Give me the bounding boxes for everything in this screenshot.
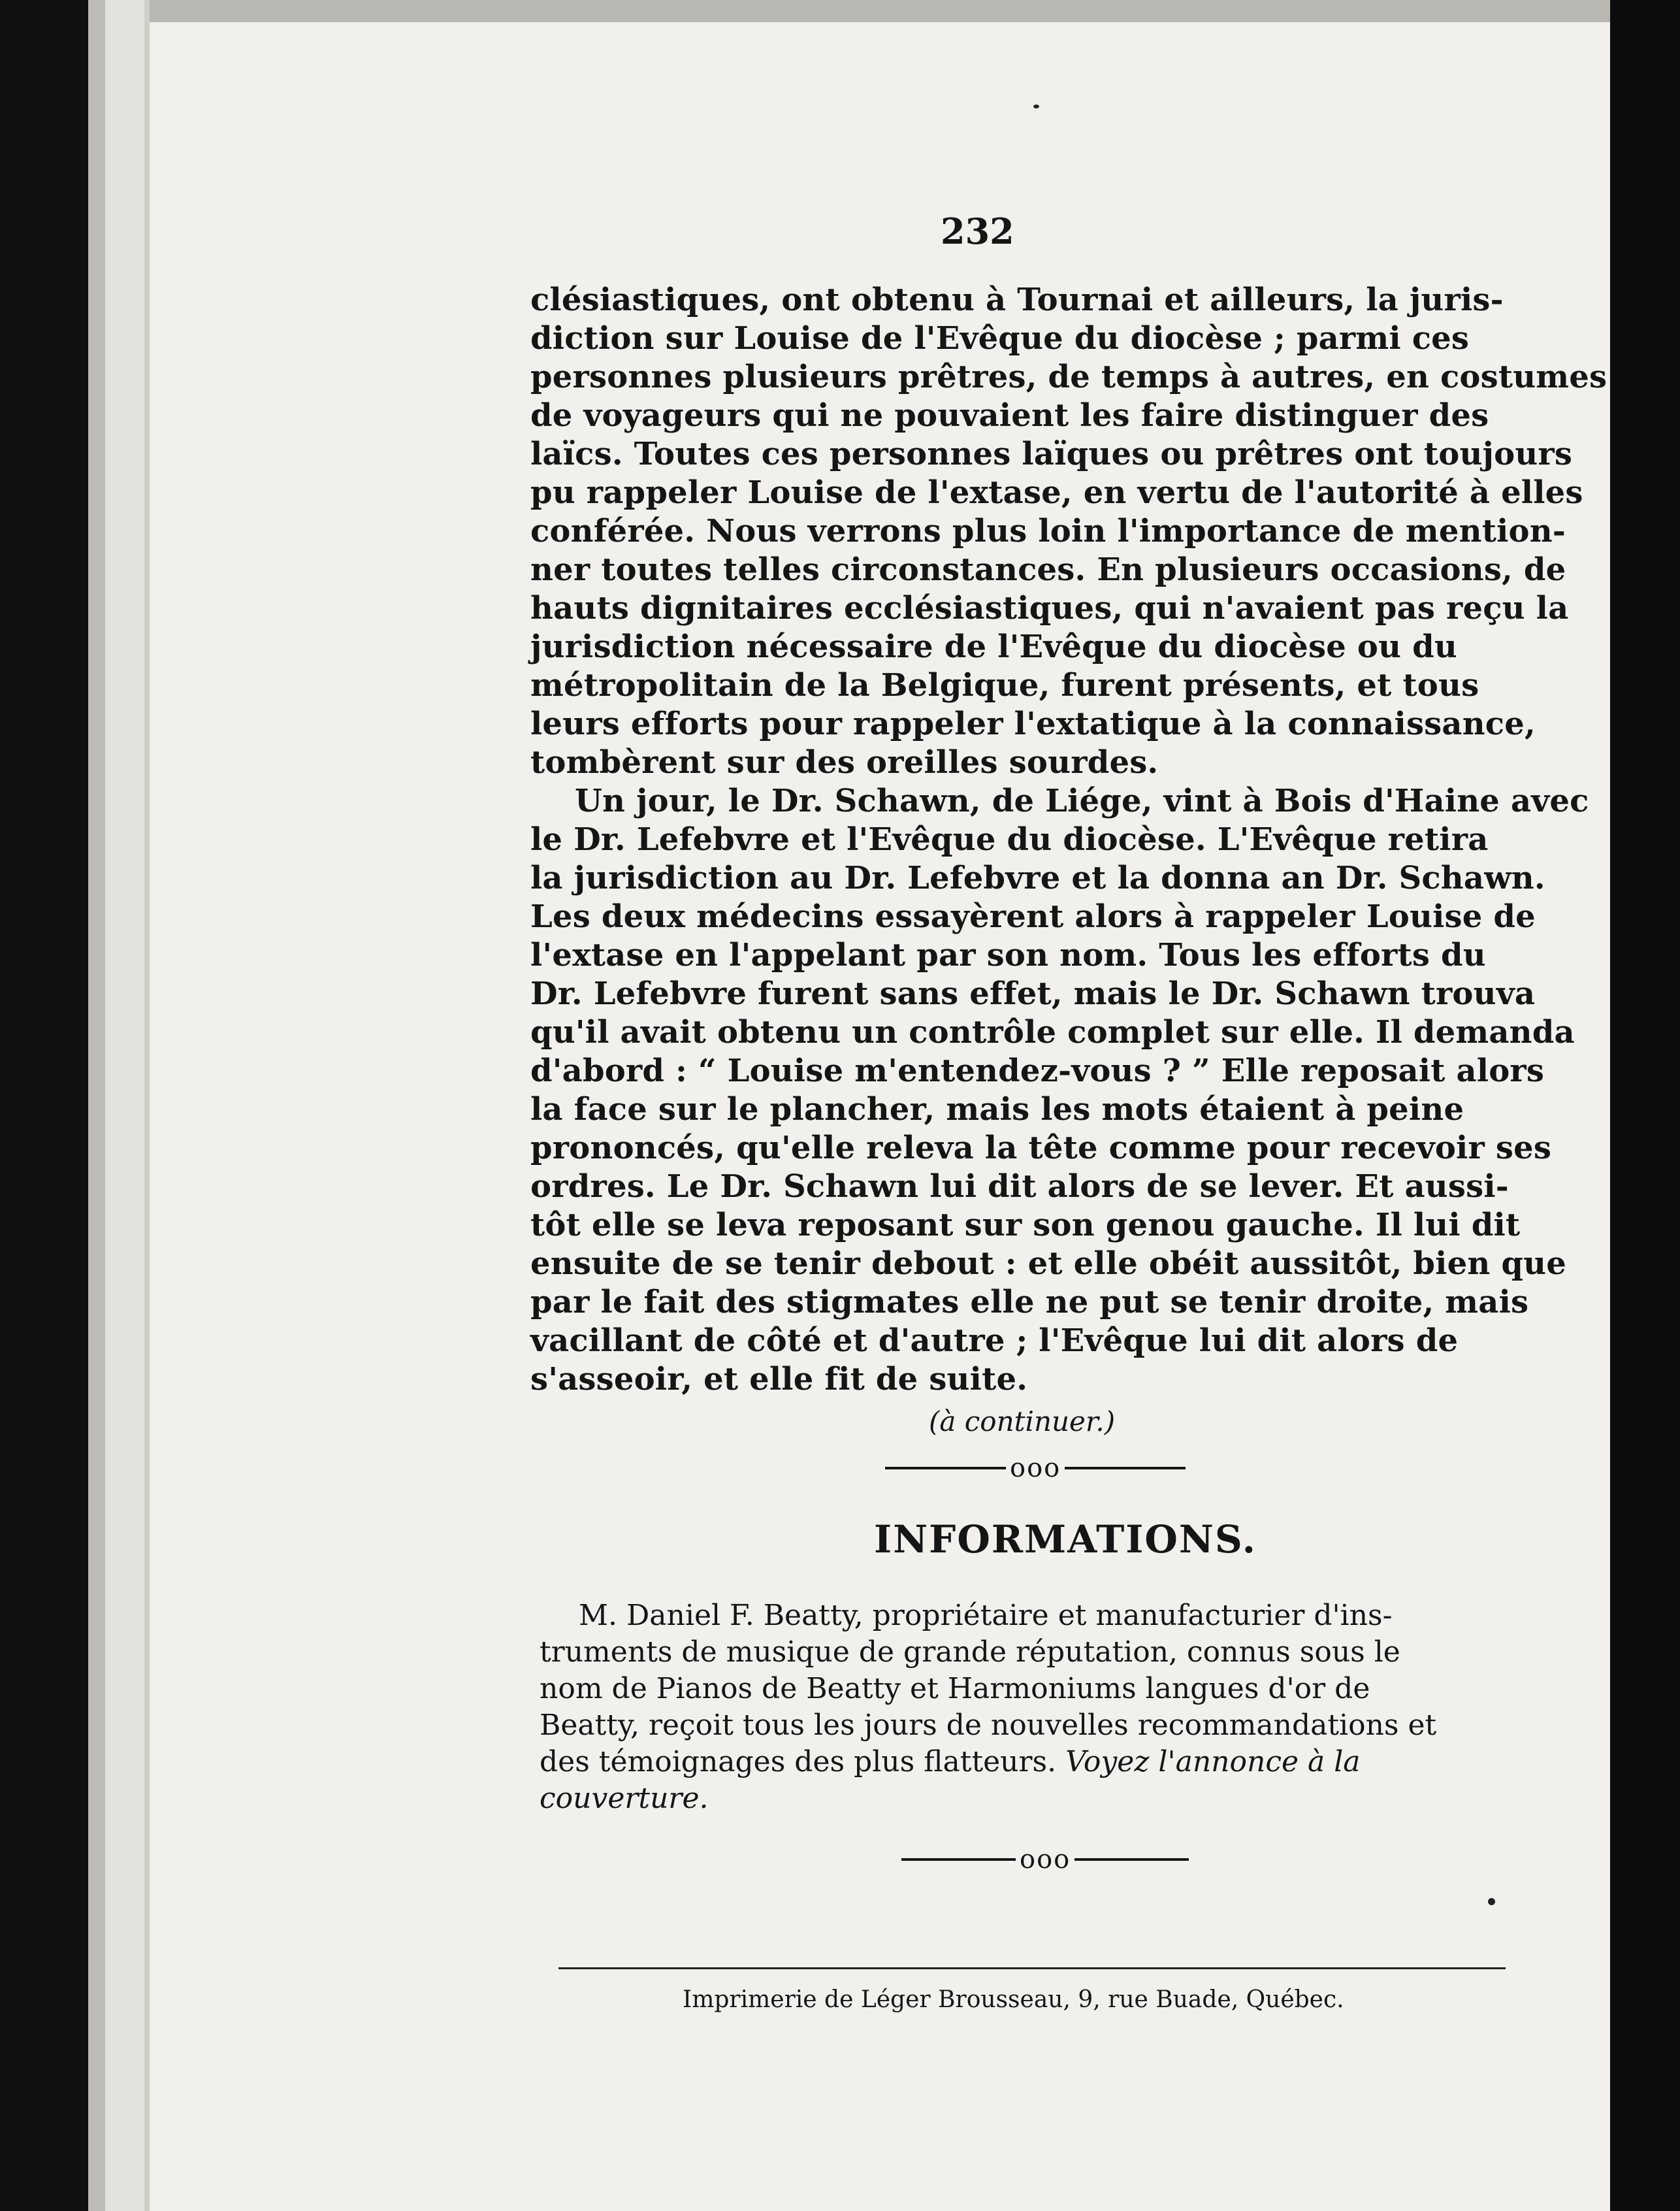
text-line: ordres. Le Dr. Schawn lui dit alors de se lever. Et aussi- [530,1168,1509,1205]
section-separator [885,1453,1186,1483]
text-line: la jurisdiction au Dr. Lefebvre et la donna an Dr. Schawn. [530,860,1545,896]
info-line: truments de musique de grande réputation, connus sous le [540,1635,1400,1669]
informations-body [540,1597,1500,1817]
binding-edge [88,0,105,2211]
text-line: ner toutes telles circonstances. En plusieurs occasions, de [530,551,1566,588]
text-line: Les deux médecins essayèrent alors à rappeler Louise de [530,898,1536,935]
separator-mark: ooo [1020,1844,1071,1875]
text-line: tombèrent sur des oreilles sourdes. [530,744,1159,781]
text-line: la face sur le plancher, mais les mots étaient à peine [530,1091,1464,1128]
text-line: vacillant de côté et d'autre ; l'Evêque lui dit alors de [530,1322,1459,1359]
announcement-note-end: couverture. [540,1782,709,1815]
article-body [530,281,1607,1445]
top-shadow [150,0,1610,22]
text-line: d'abord : “ Louise m'entendez-vous ? ” Elle reposait alors [530,1053,1545,1089]
info-line: M. Daniel F. Beatty, propriétaire et manufacturier d'ins- [579,1599,1393,1632]
separator-rule-right [1074,1858,1189,1861]
text-line: jurisdiction nécessaire de l'Evêque du diocèse ou du [530,629,1457,665]
info-line-last [540,1744,1500,1780]
separator-mark: ooo [1010,1453,1061,1483]
text-line: clésiastiques, ont obtenu à Tournai et ailleurs, la juris- [530,282,1504,318]
info-line: Beatty, reçoit tous les jours de nouvelles recommandations et [540,1709,1437,1742]
separator-rule-left [901,1858,1016,1861]
ink-speck [1488,1898,1495,1905]
separator-rule-left [885,1467,1006,1469]
text-line: pu rappeler Louise de l'extase, en vertu de l'autorité à elles [530,474,1583,511]
info-line: des témoignages des plus flatteurs. [540,1745,1057,1778]
text-line: ensuite de se tenir debout : et elle obéit aussitôt, bien que [530,1245,1566,1282]
separator-rule-right [1065,1467,1186,1469]
text-line: par le fait des stigmates elle ne put se tenir droite, mais [530,1284,1529,1320]
text-line: Dr. Lefebvre furent sans effet, mais le Dr. Schawn trouva [530,975,1536,1012]
page-fold-line [144,0,150,2211]
announcement-note: Voyez l'annonce à la [1065,1745,1361,1778]
footer-rule [558,1967,1506,1969]
text-line: diction sur Louise de l'Evêque du diocèse ; parmi ces [530,320,1470,357]
text-line: métropolitain de la Belgique, furent présents, et tous [530,667,1479,704]
page-stack-edge [105,0,144,2211]
text-line: prononcés, qu'elle releva la tête comme pour recevoir ses [530,1130,1552,1166]
text-line: s'asseoir, et elle fit de suite. [530,1361,1028,1398]
page-number: 232 [941,210,1014,252]
text-line: de voyageurs qui ne pouvaient les faire distinguer des [530,397,1489,434]
text-line: l'extase en l'appelant par son nom. Tous les efforts du [530,937,1486,974]
text-line: tôt elle se leva reposant sur son genou gauche. Il lui dit [530,1207,1521,1243]
text-line: personnes plusieurs prêtres, de temps à autres, en costumes [530,359,1607,395]
imprint-line: Imprimerie de Léger Brousseau, 9, rue Buade, Québec. [683,1986,1344,2013]
end-separator [901,1844,1189,1875]
section-title: INFORMATIONS. [874,1517,1257,1562]
text-line: conférée. Nous verrons plus loin l'importance de mention- [530,513,1566,549]
text-line: qu'il avait obtenu un contrôle complet sur elle. Il demanda [530,1014,1575,1051]
text-line: hauts dignitaires ecclésiastiques, qui n'avaient pas reçu la [530,590,1569,627]
paragraph-start-line: Un jour, le Dr. Schawn, de Liége, vint à Bois d'Haine avec [575,783,1589,819]
text-line: le Dr. Lefebvre et l'Evêque du diocèse. L'Evêque retira [530,821,1489,858]
info-line: nom de Pianos de Beatty et Harmoniums langues d'or de [540,1672,1370,1705]
right-shadow [1610,0,1680,2211]
ink-speck [1033,105,1039,108]
continued-note: (à continuer.) [929,1405,1116,1437]
text-line: leurs efforts pour rappeler l'extatique à la connaissance, [530,706,1536,742]
text-line: laïcs. Toutes ces personnes laïques ou prêtres ont toujours [530,436,1573,472]
